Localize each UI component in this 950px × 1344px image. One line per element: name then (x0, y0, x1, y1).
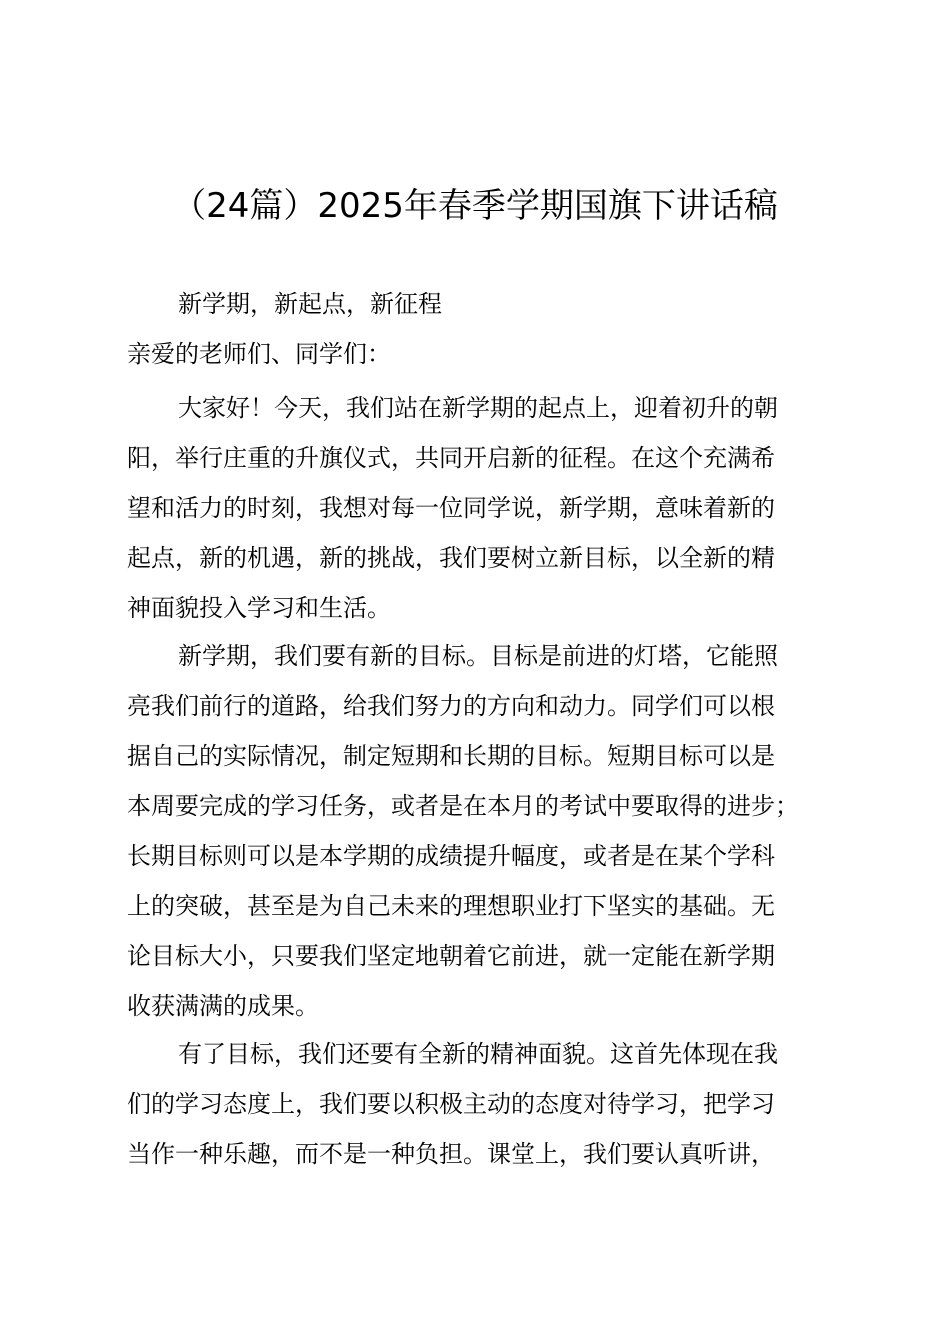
paragraph-line: 本周要完成的学习任务，或者是在本月的考试中要取得的进步； (127, 792, 799, 820)
paragraph-line: 收获满满的成果。 (127, 992, 319, 1020)
paragraph-2 (127, 631, 833, 1031)
paragraph-line: 亮我们前行的道路，给我们努力的方向和动力。同学们可以根 (127, 692, 775, 720)
paragraph-line: 大家好！今天，我们站在新学期的起点上，迎着初升的朝 (178, 394, 778, 422)
paragraph-line: 神面貌投入学习和生活。 (127, 594, 391, 622)
paragraph-1 (127, 383, 833, 633)
paragraph-line: 上的突破，甚至是为自己未来的理想职业打下坚实的基础。无 (127, 892, 775, 920)
paragraph-line: 长期目标则可以是本学期的成绩提升幅度，或者是在某个学科 (127, 842, 775, 870)
paragraph-line: 当作一种乐趣，而不是一种负担。课堂上，我们要认真听讲， (127, 1140, 775, 1168)
paragraph-line: 有了目标，我们还要有全新的精神面貌。这首先体现在我 (178, 1040, 778, 1068)
paragraph-line: 据自己的实际情况，制定短期和长期的目标。短期目标可以是 (127, 742, 775, 770)
paragraph-line: 望和活力的时刻，我想对每一位同学说，新学期，意味着新的 (127, 494, 775, 522)
paragraph-line: 新学期，我们要有新的目标。目标是前进的灯塔，它能照 (178, 642, 778, 670)
paragraph-line: 阳，举行庄重的升旗仪式，共同开启新的征程。在这个充满希 (127, 444, 775, 472)
paragraph-line: 论目标大小，只要我们坚定地朝着它前进，就一定能在新学期 (127, 942, 775, 970)
salutation: 亲爱的老师们、同学们： (127, 340, 391, 368)
paragraph-3 (127, 1029, 833, 1179)
document-title: （24篇）2025年春季学期国旗下讲话稿 (172, 186, 778, 226)
paragraph-line: 们的学习态度上，我们要以积极主动的态度对待学习，把学习 (127, 1090, 775, 1118)
paragraph-line: 起点，新的机遇，新的挑战，我们要树立新目标，以全新的精 (127, 544, 775, 572)
document-subtitle: 新学期，新起点，新征程 (178, 290, 442, 318)
